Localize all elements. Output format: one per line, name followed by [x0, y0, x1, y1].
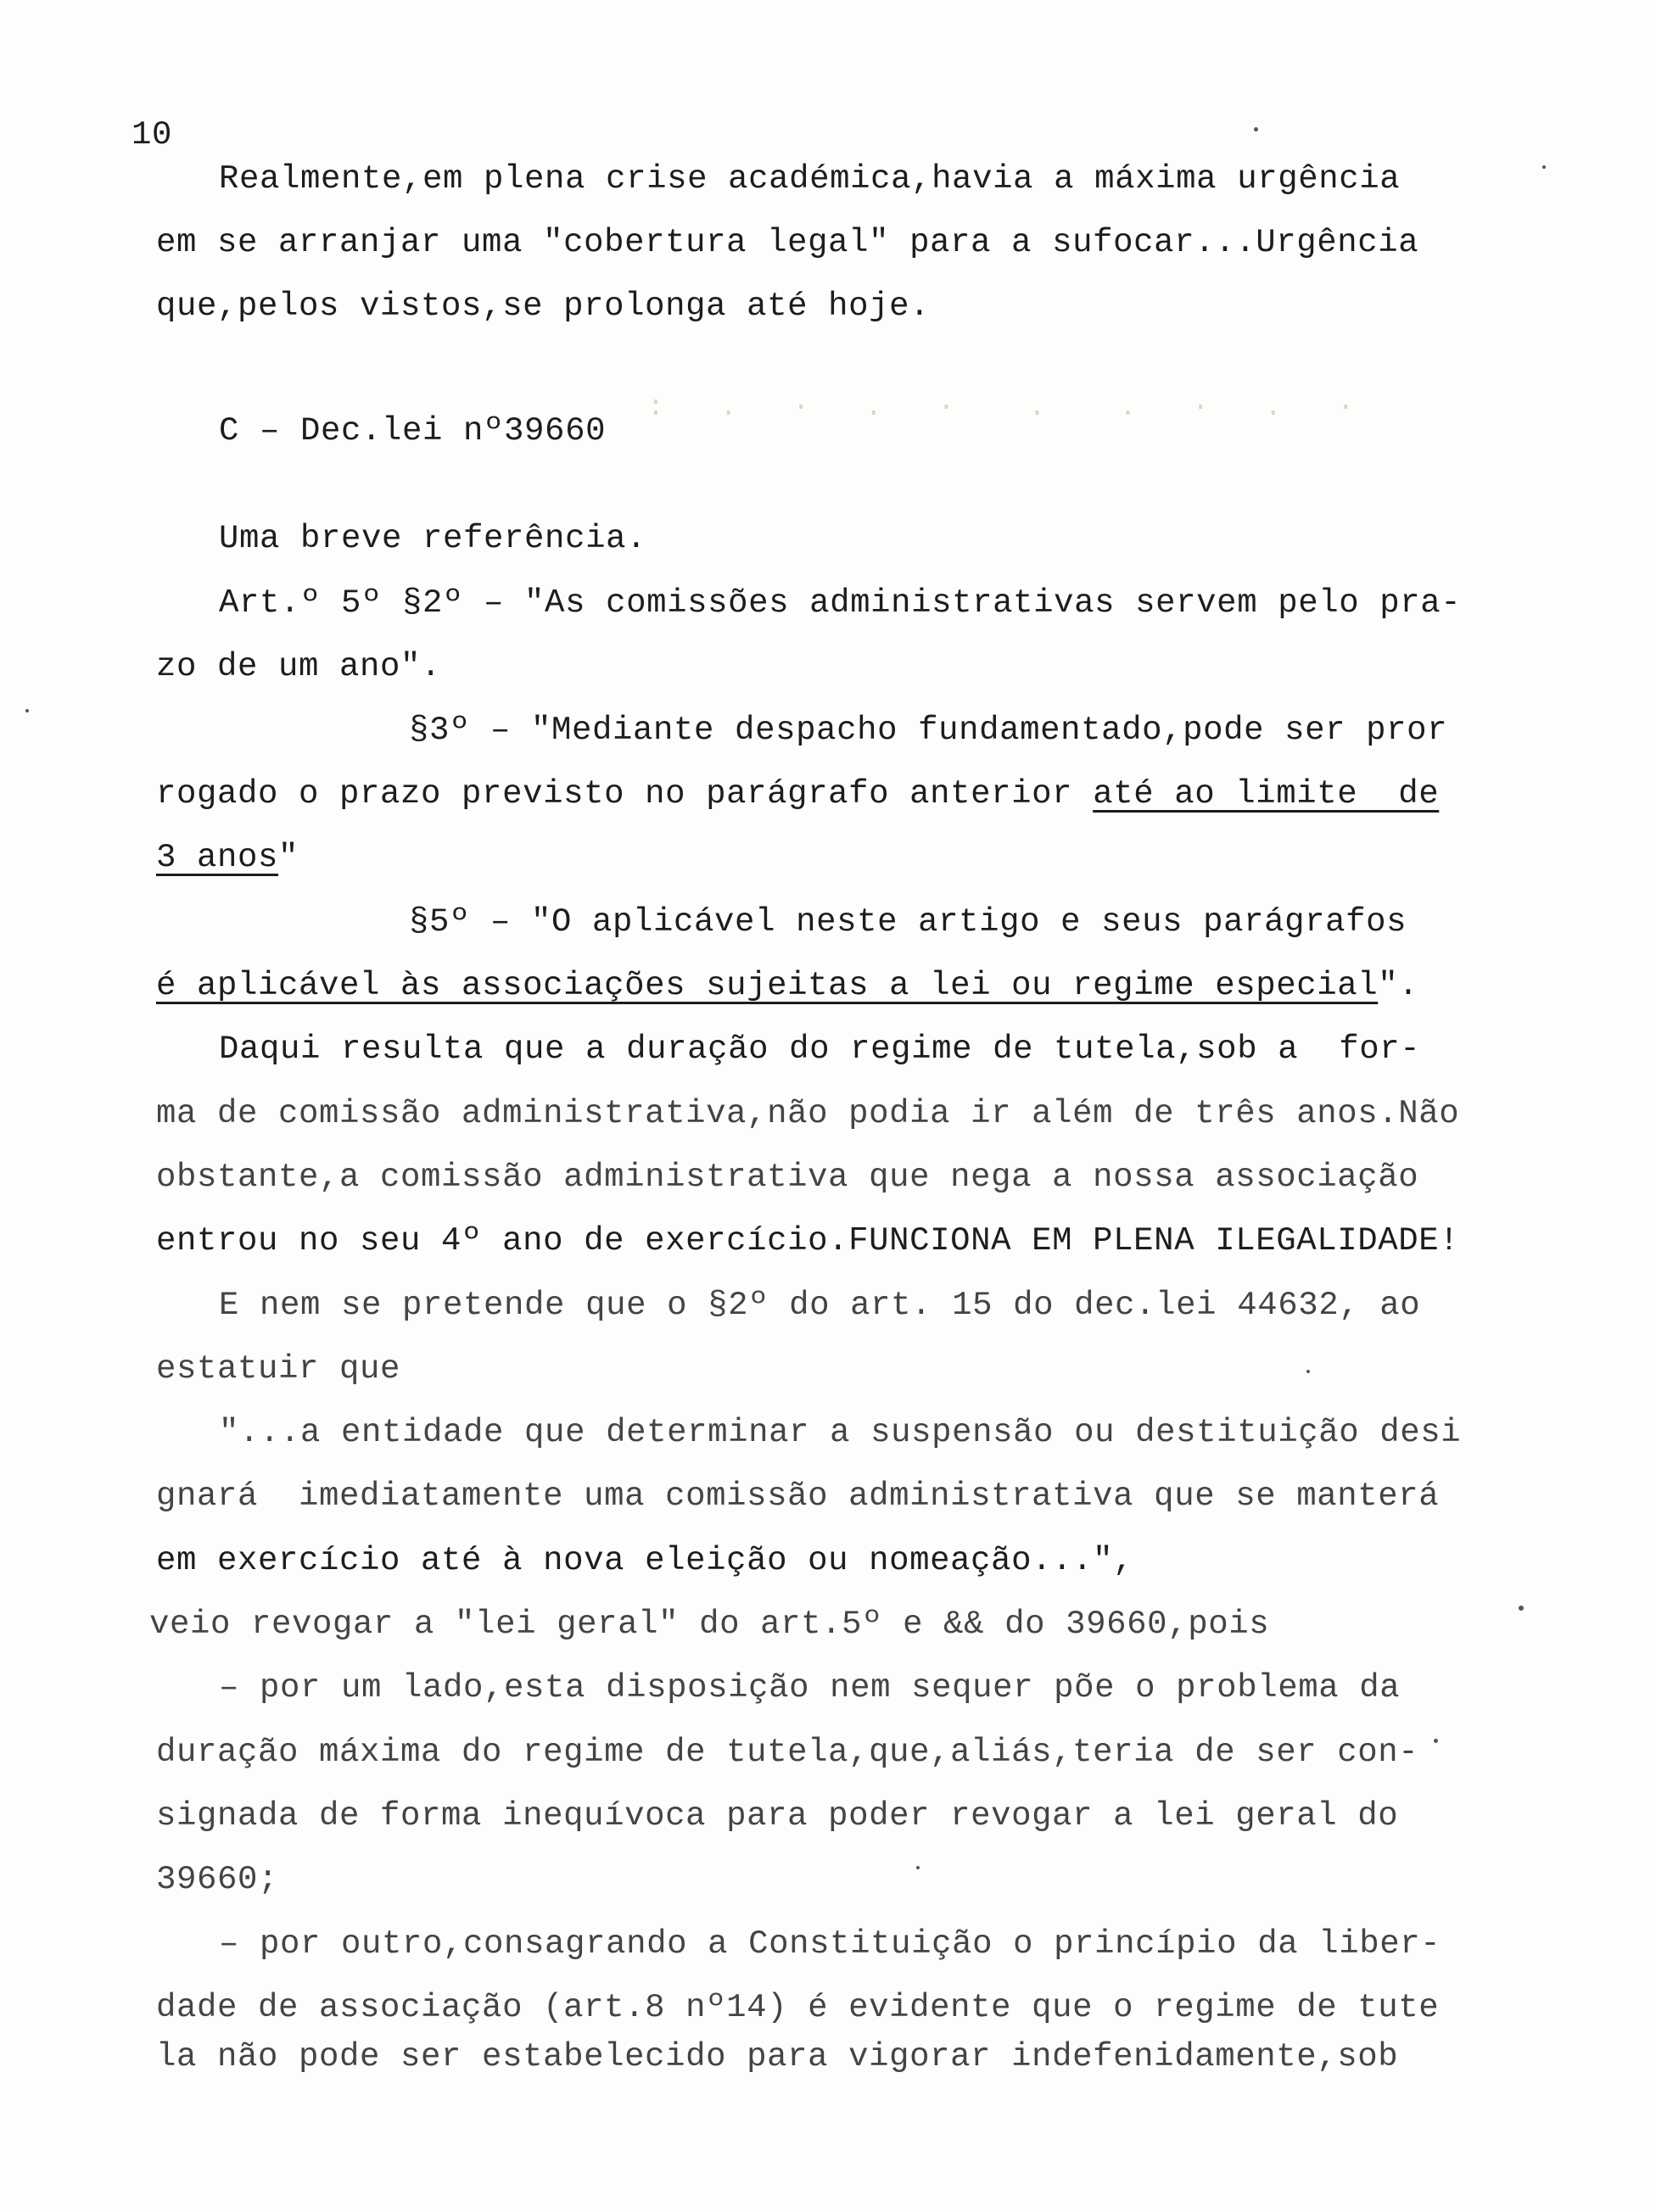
dust-speck [1542, 165, 1546, 169]
text-line: §3º – "Mediante despacho fundamentado,pode ser pror [409, 712, 1448, 749]
underlined-text: é aplicável às associações sujeitas a lei ou regime especial [156, 967, 1379, 1004]
text-line: veio revogar a "lei geral" do art.5º e && do 39660,pois [149, 1606, 1270, 1643]
quoted-text-line: "...a entidade que determinar a suspensão ou destituição desi [219, 1414, 1462, 1451]
text-line: Daqui resulta que a duração do regime de tutela,sob a for- [219, 1031, 1421, 1068]
dust-speck [1434, 1739, 1438, 1743]
dust-speck [1519, 1606, 1524, 1611]
text-line: obstante,a comissão administrativa que nega a nossa associação [156, 1159, 1419, 1196]
text-line: E nem se pretende que o §2º do art. 15 do dec.lei 44632, ao [219, 1287, 1421, 1324]
dust-speck [1306, 1370, 1310, 1373]
text-segment: ". [1378, 967, 1419, 1004]
text-line: – por outro,consagrando a Constituição o princípio da liber- [219, 1925, 1441, 1963]
text-line: ma de comissão administrativa,não podia ir além de três anos.Não [156, 1095, 1460, 1132]
underlined-text: 3 anos [156, 839, 279, 876]
text-line: zo de um ano". [156, 648, 442, 685]
text-line: la não pode ser estabelecido para vigorar indefenidamente,sob [156, 2038, 1399, 2075]
text-line: 39660; [156, 1861, 279, 1898]
text-line: – por um lado,esta disposição nem sequer põe o problema da [219, 1669, 1401, 1706]
quoted-text-line: em exercício até à nova eleição ou nomeação...", [156, 1542, 1134, 1579]
text-line: entrou no seu 4º ano de exercício.FUNCIONA EM PLENA ILEGALIDADE! [156, 1222, 1460, 1260]
page-number: 10 [131, 116, 173, 154]
dust-speck [25, 709, 29, 712]
text-line: que,pelos vistos,se prolonga até hoje. [156, 288, 931, 325]
text-line: Uma breve referência. [219, 520, 647, 557]
text-line: estatuir que [156, 1350, 401, 1388]
text-line: Realmente,em plena crise académica,havia a máxima urgência [219, 160, 1401, 198]
text-line: signada de forma inequívoca para poder revogar a lei geral do [156, 1797, 1399, 1835]
underlined-text: até ao limite de [1093, 775, 1440, 813]
text-line [156, 966, 1418, 1005]
dust-speck [1254, 127, 1258, 131]
text-line [156, 774, 1439, 813]
section-heading: C – Dec.lei nº39660 [219, 412, 607, 450]
text-line: dade de associação (art.8 nº14) é evidente que o regime de tute [156, 1989, 1440, 2026]
show-through-texture: : . · . · . . · . · [611, 392, 1356, 424]
text-line [156, 838, 299, 877]
text-line: §5º – "O aplicável neste artigo e seus parágrafos [409, 903, 1407, 941]
text-line: Art.º 5º §2º – "As comissões administrativas servem pelo pra- [219, 584, 1462, 622]
text-segment: rogado o prazo previsto no parágrafo anterior [156, 775, 1094, 813]
quoted-text-line: gnará imediatamente uma comissão administrativa que se manterá [156, 1477, 1440, 1515]
text-segment: " [278, 839, 299, 876]
dust-speck [916, 1866, 920, 1869]
text-line: em se arranjar uma "cobertura legal" para a sufocar...Urgência [156, 224, 1419, 261]
text-line: duração máxima do regime de tutela,que,aliás,teria de ser con- [156, 1734, 1419, 1771]
